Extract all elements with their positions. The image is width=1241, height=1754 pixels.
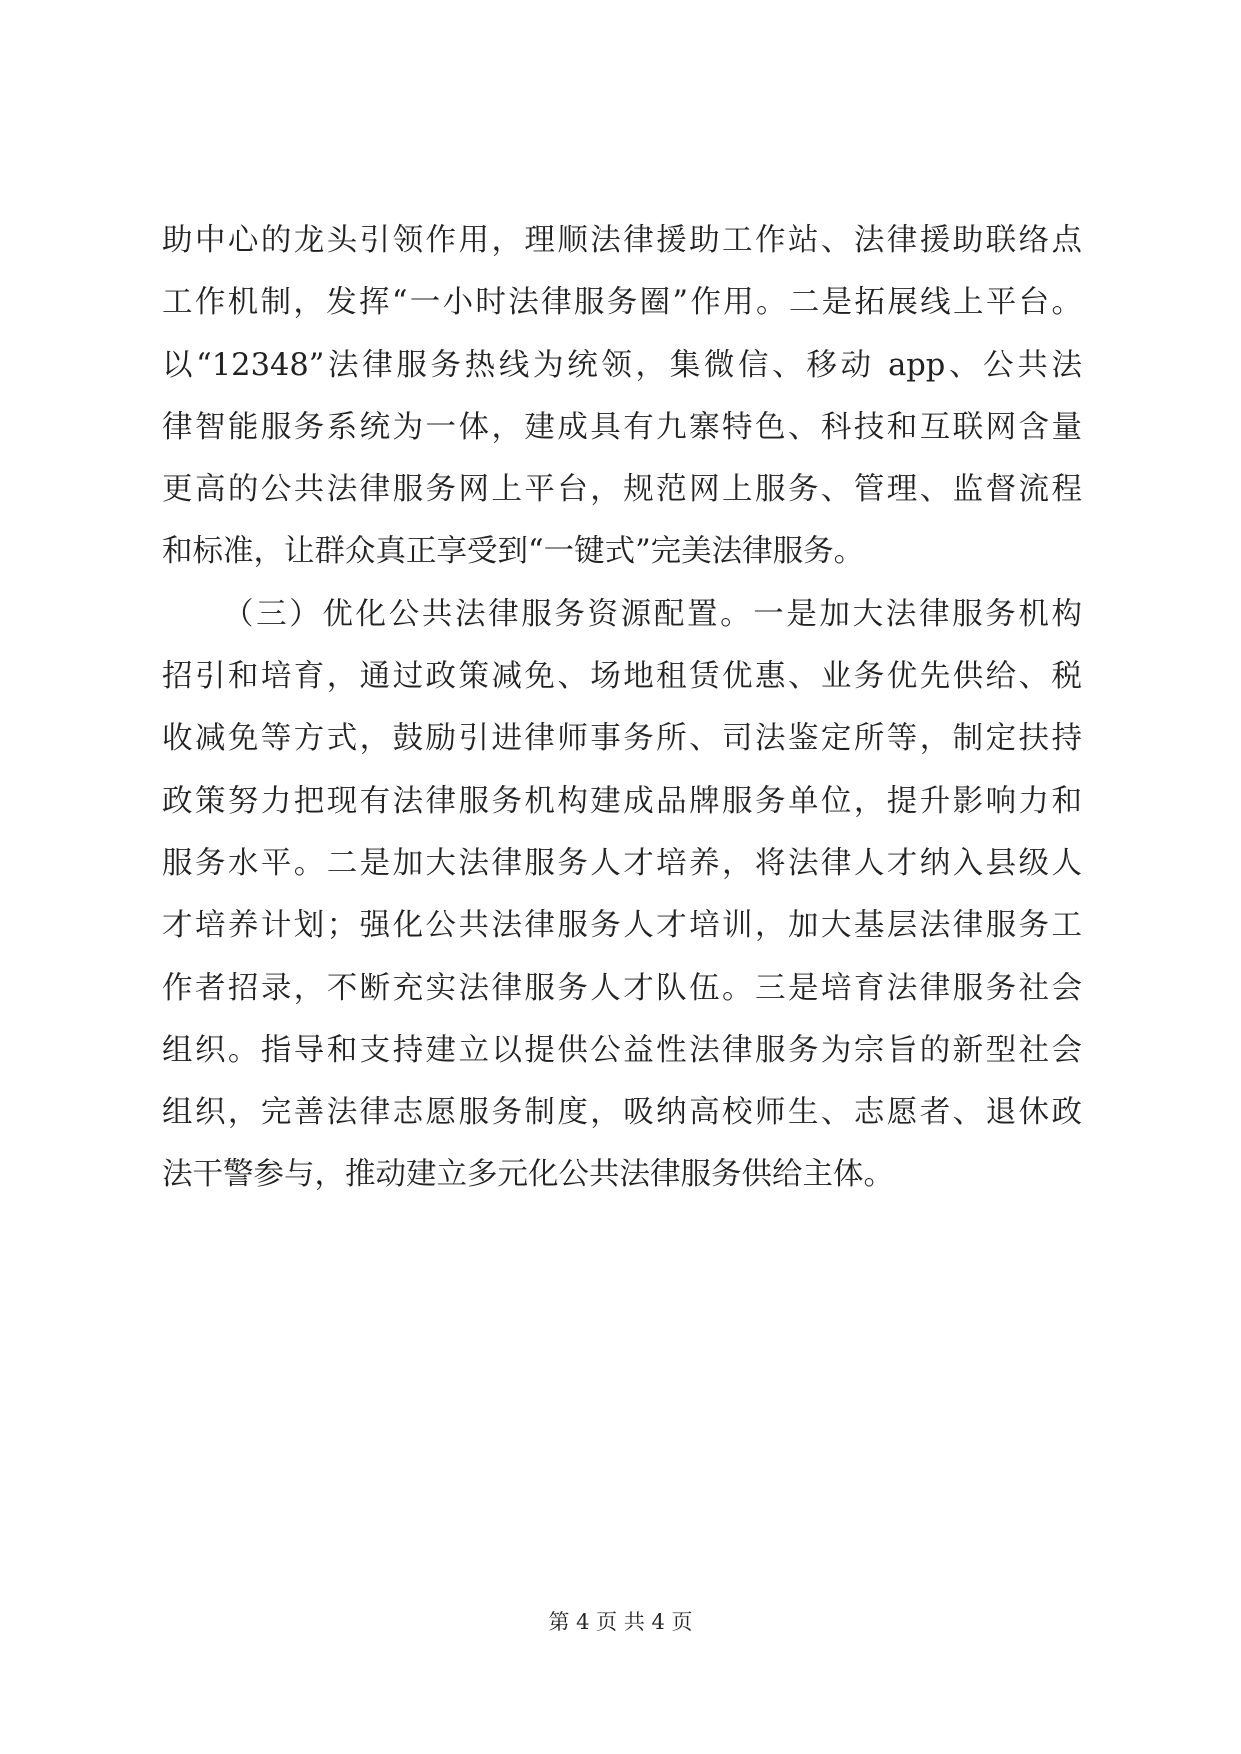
document-body [162, 210, 1082, 1207]
text-line: 服务水平。二是加大法律服务人才培养，将法律人才纳入县级人 [162, 845, 1082, 881]
paragraph-2 [162, 584, 1082, 1207]
text-line: 工作机制，发挥“一小时法律服务圈”作用。二是拓展线上平台。 [162, 285, 1082, 321]
text-line: 以“12348”法律服务热线为统领，集微信、移动 app、公共法 [162, 347, 1082, 383]
text-line: 助中心的龙头引领作用，理顺法律援助工作站、法律援助联络点 [162, 223, 1082, 258]
text-line: 才培养计划；强化公共法律服务人才培训，加大基层法律服务工 [162, 908, 1082, 944]
text-line: 收减免等方式，鼓励引进律师事务所、司法鉴定所等，制定扶持 [162, 721, 1082, 757]
text-line: 组织，完善法律志愿服务制度，吸纳高校师生、志愿者、退休政 [162, 1095, 1082, 1131]
page-footer [0, 1606, 1241, 1636]
text-line: 组织。指导和支持建立以提供公益性法律服务为宗旨的新型社会 [162, 1032, 1082, 1068]
text-line: 更高的公共法律服务网上平台，规范网上服务、管理、监督流程 [162, 472, 1082, 508]
text-line: 作者招录，不断充实法律服务人才队伍。三是培育法律服务社会 [162, 970, 1082, 1006]
text-line: 法干警参与，推动建立多元化公共法律服务供给主体。 [162, 1157, 894, 1193]
text-line: 招引和培育，通过政策减免、场地租赁优惠、业务优先供给、税 [162, 659, 1082, 695]
text-line: （三）优化公共法律服务资源配置。一是加大法律服务机构 [223, 596, 1082, 632]
page-number: 第 4 页 共 4 页 [548, 1610, 693, 1634]
text-line: 政策努力把现有法律服务机构建成品牌服务单位，提升影响力和 [162, 783, 1082, 819]
paragraph-1 [162, 210, 1082, 584]
text-line: 和标准，让群众真正享受到“一键式”完美法律服务。 [162, 534, 865, 570]
text-line: 律智能服务系统为一体，建成具有九寨特色、科技和互联网含量 [162, 409, 1082, 445]
